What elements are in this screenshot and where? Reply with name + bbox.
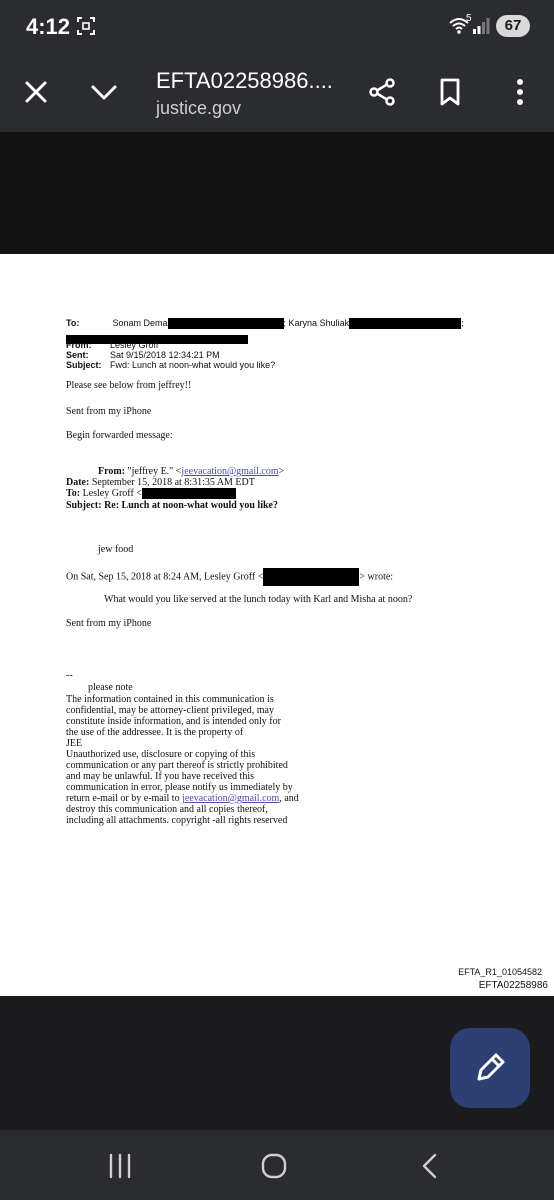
- sent-label: Sent:: [66, 350, 89, 360]
- disclaimer-line: communication or any part thereof is strictly prohibited: [66, 760, 288, 771]
- clock: 4:12: [26, 14, 71, 39]
- edit-button[interactable]: [450, 1028, 530, 1108]
- viewer-margin: [0, 132, 554, 254]
- fwd-to-row: [66, 488, 236, 499]
- to-end: ;: [461, 318, 464, 328]
- quote-intro: On Sat, Sep 15, 2018 at 8:24 AM, Lesley Groff <: [66, 571, 264, 583]
- quoted-question: What would you like served at the lunch today with Karl and Misha at noon?: [104, 594, 413, 605]
- quote-wrote: > wrote:: [359, 571, 394, 583]
- fwd-subject-label: Subject:: [66, 500, 102, 511]
- fwd-from-name: "jeffrey E." <: [127, 466, 182, 477]
- disclaimer-line: destroy this communication and all copies thereof,: [66, 804, 268, 815]
- from-value: Lesley Groff: [110, 340, 159, 350]
- disclaimer-line: Unauthorized use, disclosure or copying of this: [66, 749, 256, 760]
- document-page[interactable]: [0, 254, 554, 996]
- fwd-to-label: To:: [66, 488, 81, 499]
- subject-value: Fwd: Lunch at noon-what would you like?: [110, 360, 276, 370]
- redaction-box: [263, 568, 359, 586]
- body-line: Sent from my iPhone: [66, 618, 152, 629]
- signature-dashes: --: [66, 670, 73, 681]
- home-icon[interactable]: [260, 1152, 288, 1180]
- sent-value: Sat 9/15/2018 12:34:21 PM: [110, 350, 220, 360]
- fwd-date-row: [66, 477, 255, 488]
- body-line: Begin forwarded message:: [66, 430, 173, 441]
- bates-number-2: EFTA02258986: [478, 980, 548, 991]
- disclaimer-text: , and: [279, 793, 299, 804]
- fwd-from-label: From:: [98, 466, 126, 477]
- disclaimer-line: and may be unlawful. If you have received this: [66, 771, 254, 782]
- from-label: From:: [66, 340, 92, 350]
- fwd-date-value: September 15, 2018 at 8:31:35 AM EDT: [91, 477, 255, 488]
- disclaimer-line: communication in error, please notify us immediately by: [66, 782, 293, 793]
- document-title: EFTA02258986....: [156, 68, 333, 93]
- status-bar: [0, 0, 554, 56]
- to-recipient-2: ; Karyna Shuliak: [283, 318, 350, 328]
- fwd-subject-row: [66, 500, 278, 511]
- signal-icon: [472, 18, 490, 34]
- to-label: To:: [66, 318, 80, 328]
- fwd-from-row: [98, 466, 284, 477]
- screenshot-icon: [76, 16, 96, 36]
- body-line: Sent from my iPhone: [66, 406, 152, 417]
- email-subject-row: [66, 360, 275, 370]
- pencil-icon: [450, 1028, 530, 1108]
- reply-text: jew food: [98, 544, 134, 555]
- bates-number-1: EFTA_R1_01054582: [458, 967, 542, 977]
- email-link[interactable]: jeevacation@gmail.com: [182, 793, 280, 804]
- disclaimer-text: return e-mail or by e-mail to: [66, 793, 183, 804]
- disclaimer-line: the use of the addressee. It is the property of: [66, 727, 244, 738]
- quote-header: [66, 568, 393, 586]
- disclaimer-line: including all attachments. copyright -all rights reserved: [66, 815, 288, 826]
- redaction-box: [349, 318, 461, 329]
- share-icon[interactable]: [366, 76, 398, 108]
- disclaimer-title: please note: [88, 682, 133, 693]
- redaction-box: [142, 488, 236, 499]
- email-sent-row: [66, 350, 220, 360]
- fwd-date-label: Date:: [66, 477, 90, 488]
- more-options-icon[interactable]: [504, 76, 536, 108]
- disclaimer-line: constitute inside information, and is intended only for: [66, 716, 281, 727]
- redaction-box: [168, 318, 284, 329]
- fwd-to-value: Lesley Groff <: [82, 488, 142, 499]
- document-source: justice.gov: [156, 98, 242, 118]
- chevron-down-icon[interactable]: [88, 76, 120, 108]
- battery-icon: 67: [496, 15, 530, 37]
- disclaimer-line: confidential, may be attorney-client privileged, may: [66, 705, 274, 716]
- back-icon[interactable]: [416, 1152, 444, 1180]
- system-nav-bar: [0, 1130, 554, 1200]
- bookmark-icon[interactable]: [434, 76, 466, 108]
- disclaimer-line: [66, 793, 299, 804]
- to-recipient-1: Sonam Dema: [112, 318, 168, 328]
- disclaimer-line: JEE: [66, 738, 83, 749]
- close-icon[interactable]: [20, 76, 52, 108]
- app-toolbar: [0, 56, 554, 132]
- email-to-row: [66, 318, 464, 329]
- email-from-row: [66, 340, 158, 350]
- fwd-from-end: >: [278, 466, 285, 477]
- body-line: Please see below from jeffrey!!: [66, 380, 192, 391]
- recent-apps-icon[interactable]: [106, 1152, 134, 1180]
- disclaimer-line: The information contained in this communication is: [66, 694, 274, 705]
- email-link[interactable]: jeevacation@gmail.com: [181, 466, 279, 477]
- network-type-label: 5: [466, 13, 472, 24]
- fwd-subject-value: Re: Lunch at noon-what would you like?: [104, 500, 278, 511]
- subject-label: Subject:: [66, 360, 102, 370]
